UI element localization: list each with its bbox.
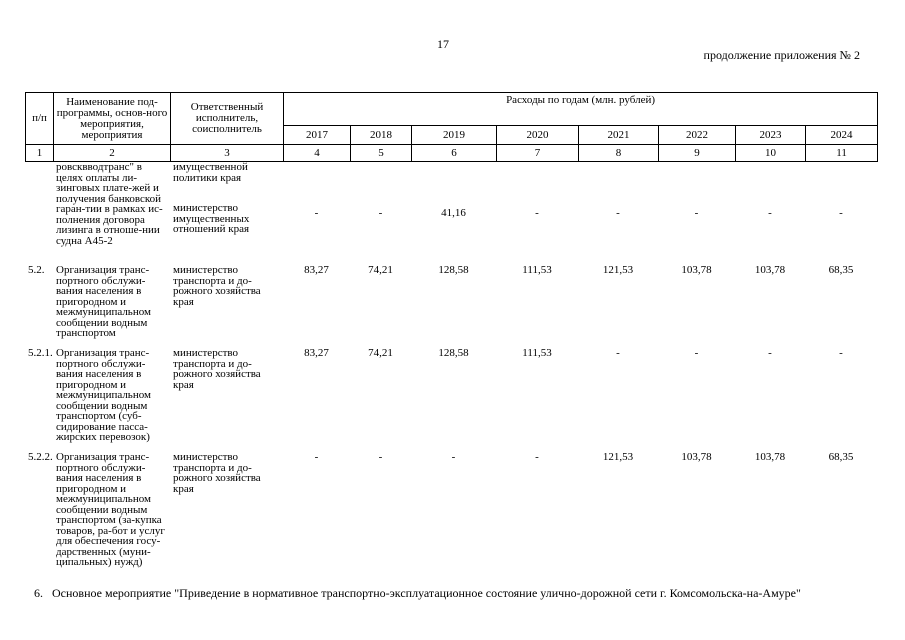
continuation-label: продолжение приложения № 2 bbox=[703, 48, 860, 62]
column-number: 5 bbox=[351, 145, 412, 162]
row-value: 41,16 bbox=[441, 207, 466, 219]
header-expenses: Расходы по годам (млн. рублей) bbox=[284, 93, 878, 126]
row-number: 5.2.1. bbox=[28, 347, 53, 359]
row-value: 83,27 bbox=[304, 264, 329, 276]
table-row bbox=[25, 452, 877, 582]
row-executor: министерство транспорта и до-рожного хозяйства края bbox=[173, 264, 261, 308]
row-name: Организация транс-портного обслужи-вания населения в пригородном и межмуниципальном сообщении водным транспортом bbox=[56, 264, 151, 339]
row-value: - bbox=[378, 207, 383, 219]
table-row bbox=[25, 161, 877, 261]
row-value: 128,58 bbox=[438, 347, 469, 359]
row-value: - bbox=[535, 207, 539, 219]
header-year: 2021 bbox=[579, 126, 659, 145]
header-year: 2023 bbox=[736, 126, 806, 145]
row-value: - bbox=[535, 451, 539, 463]
row-value: 121,53 bbox=[602, 451, 634, 463]
row-value: - bbox=[616, 207, 620, 219]
row-value: 111,53 bbox=[522, 264, 552, 276]
header-year: 2017 bbox=[284, 126, 351, 145]
header-pp: п/п bbox=[26, 93, 54, 145]
row-value: 103,78 bbox=[754, 264, 786, 276]
header-year: 2022 bbox=[659, 126, 736, 145]
row-value: 74,21 bbox=[368, 264, 393, 276]
row-value: 74,21 bbox=[368, 347, 393, 359]
header-year: 2019 bbox=[412, 126, 497, 145]
row-value: 68,35 bbox=[828, 264, 854, 276]
header-year: 2024 bbox=[806, 126, 878, 145]
column-number: 4 bbox=[284, 145, 351, 162]
row-value: - bbox=[378, 451, 383, 463]
header-executor: Ответственный исполнитель, соисполнитель bbox=[171, 93, 284, 145]
row-value: - bbox=[694, 347, 699, 359]
row-name: ровсквводтранс" в целях оплаты ли-зинговых плате-жей и получения банковской гаран-тии в рамках ис-полнения договора лизинга в отноше-нии судна А45-2 bbox=[56, 161, 163, 247]
table-row bbox=[25, 265, 877, 345]
row-value: - bbox=[839, 207, 843, 219]
header-year: 2020 bbox=[497, 126, 579, 145]
row-value: - bbox=[314, 207, 319, 219]
row-value: 121,53 bbox=[602, 264, 634, 276]
column-number: 8 bbox=[579, 145, 659, 162]
row-number: 5.2. bbox=[28, 264, 45, 276]
table-row bbox=[25, 348, 877, 448]
row-executor-continued: имущественной политики края bbox=[173, 161, 248, 184]
column-number: 1 bbox=[26, 145, 54, 162]
row-value: 103,78 bbox=[681, 451, 712, 463]
section-title: Основное мероприятие "Приведение в нормативное транспортно-эксплуатационное состояние улично-дорожной сети г. Комсомольска-на-Амуре" bbox=[52, 586, 801, 600]
row-executor: министерство имущественных отношений края bbox=[173, 202, 250, 235]
row-name: Организация транс-портного обслужи-вания населения в пригородном и межмуниципальном сообщении водным транспортом (за-купка товаров, ра-бот и услуг для обеспечения госу-дарственных (муни-ципальных) нужд) bbox=[56, 451, 165, 568]
header-year: 2018 bbox=[351, 126, 412, 145]
column-number: 6 bbox=[412, 145, 497, 162]
row-value: 103,78 bbox=[754, 451, 786, 463]
column-number: 9 bbox=[659, 145, 736, 162]
row-executor: министерство транспорта и до-рожного хозяйства края bbox=[173, 347, 261, 391]
row-value: 83,27 bbox=[304, 347, 329, 359]
row-value: - bbox=[839, 347, 843, 359]
row-value: - bbox=[616, 347, 620, 359]
header-name: Наименование под-программы, основ-ного мероприятия, мероприятия bbox=[54, 93, 171, 145]
column-number: 2 bbox=[54, 145, 171, 162]
row-number: 5.2.2. bbox=[28, 451, 53, 463]
column-number: 7 bbox=[497, 145, 579, 162]
column-number: 11 bbox=[806, 145, 878, 162]
section-number: 6. bbox=[34, 586, 43, 600]
row-value: 111,53 bbox=[522, 347, 552, 359]
row-executor: министерство транспорта и до-рожного хозяйства края bbox=[173, 451, 261, 495]
row-name: Организация транс-портного обслужи-вания населения в пригородном и межмуниципальном сообщении водным транспортом (суб-сидирование пасса-жирских перевозок) bbox=[56, 347, 151, 443]
expenses-table-header bbox=[25, 92, 878, 162]
row-value: - bbox=[314, 451, 319, 463]
row-value: - bbox=[694, 207, 699, 219]
column-number: 3 bbox=[171, 145, 284, 162]
next-section-line bbox=[34, 586, 801, 601]
row-value: - bbox=[768, 347, 772, 359]
column-number: 10 bbox=[736, 145, 806, 162]
row-value: 128,58 bbox=[438, 264, 469, 276]
row-value: 103,78 bbox=[681, 264, 712, 276]
row-value: - bbox=[768, 207, 772, 219]
row-value: 68,35 bbox=[828, 451, 854, 463]
page-number: 17 bbox=[437, 37, 449, 51]
row-value: - bbox=[451, 451, 456, 463]
